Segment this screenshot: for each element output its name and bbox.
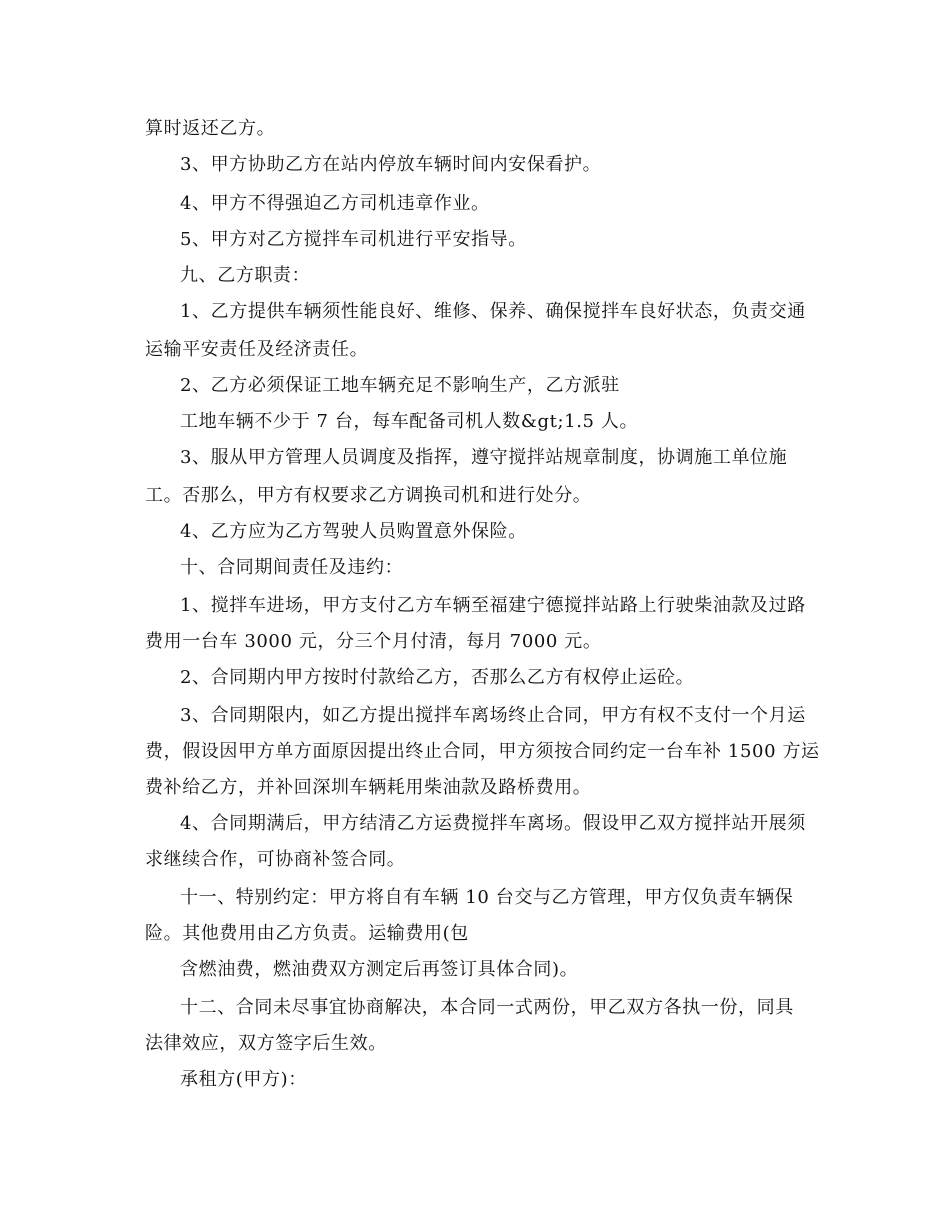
- text-line: 险。其他费用由乙方负责。运输费用(包: [145, 923, 469, 944]
- text-line: 求继续合作，可协商补签合同。: [145, 849, 406, 870]
- text-line: 1、乙方提供车辆须性能良好、维修、保养、确保搅拌车良好状态，负责交通: [180, 301, 806, 322]
- signature-label: 承租方(甲方)：: [180, 1069, 307, 1090]
- section-heading: 十、合同期间责任及违约：: [180, 557, 404, 578]
- text-line: 2、合同期内甲方按时付款给乙方，否那么乙方有权停止运砼。: [180, 667, 695, 688]
- text-line: 费用一台车 3000 元，分三个月付清，每月 7000 元。: [145, 631, 602, 652]
- text-line: 4、合同期满后，甲方结清乙方运费搅拌车离场。假设甲乙双方搅拌站开展须: [180, 813, 806, 834]
- text-line: 工地车辆不少于 7 台，每车配备司机人数&gt;1.5 人。: [180, 411, 639, 432]
- text-line: 费补给乙方，并补回深圳车辆耗用柴油款及路桥费用。: [145, 777, 592, 798]
- text-line: 十二、合同未尽事宜协商解决，本合同一式两份，甲乙双方各执一份，同具: [180, 997, 794, 1018]
- text-line: 3、合同期限内，如乙方提出搅拌车离场终止合同，甲方有权不支付一个月运: [180, 705, 806, 726]
- text-line: 法律效应，双方签字后生效。: [145, 1033, 387, 1054]
- text-line: 含燃油费，燃油费双方测定后再签订具体合同)。: [180, 959, 579, 980]
- text-line: 5、甲方对乙方搅拌车司机进行平安指导。: [180, 229, 527, 250]
- text-line: 费，假设因甲方单方面原因提出终止合同，甲方须按合同约定一台车补 1500 方运: [145, 741, 820, 762]
- text-line: 2、乙方必须保证工地车辆充足不影响生产，乙方派驻: [180, 375, 620, 396]
- text-line: 4、甲方不得强迫乙方司机违章作业。: [180, 193, 490, 214]
- text-line: 3、服从甲方管理人员调度及指挥，遵守搅拌站规章制度，协调施工单位施: [180, 447, 788, 468]
- text-line: 运输平安责任及经济责任。: [145, 339, 369, 360]
- text-line: 4、乙方应为乙方驾驶人员购置意外保险。: [180, 521, 527, 542]
- text-line: 工。否那么，甲方有权要求乙方调换司机和进行处分。: [145, 485, 592, 506]
- text-line: 算时返还乙方。: [145, 118, 276, 139]
- text-line: 1、搅拌车进场，甲方支付乙方车辆至福建宁德搅拌站路上行驶柴油款及过路: [180, 595, 806, 616]
- text-line: 十一、特别约定：甲方将自有车辆 10 台交与乙方管理，甲方仅负责车辆保: [180, 887, 794, 908]
- text-line: 3、甲方协助乙方在站内停放车辆时间内安保看护。: [180, 154, 602, 175]
- section-heading: 九、乙方职责：: [180, 265, 311, 286]
